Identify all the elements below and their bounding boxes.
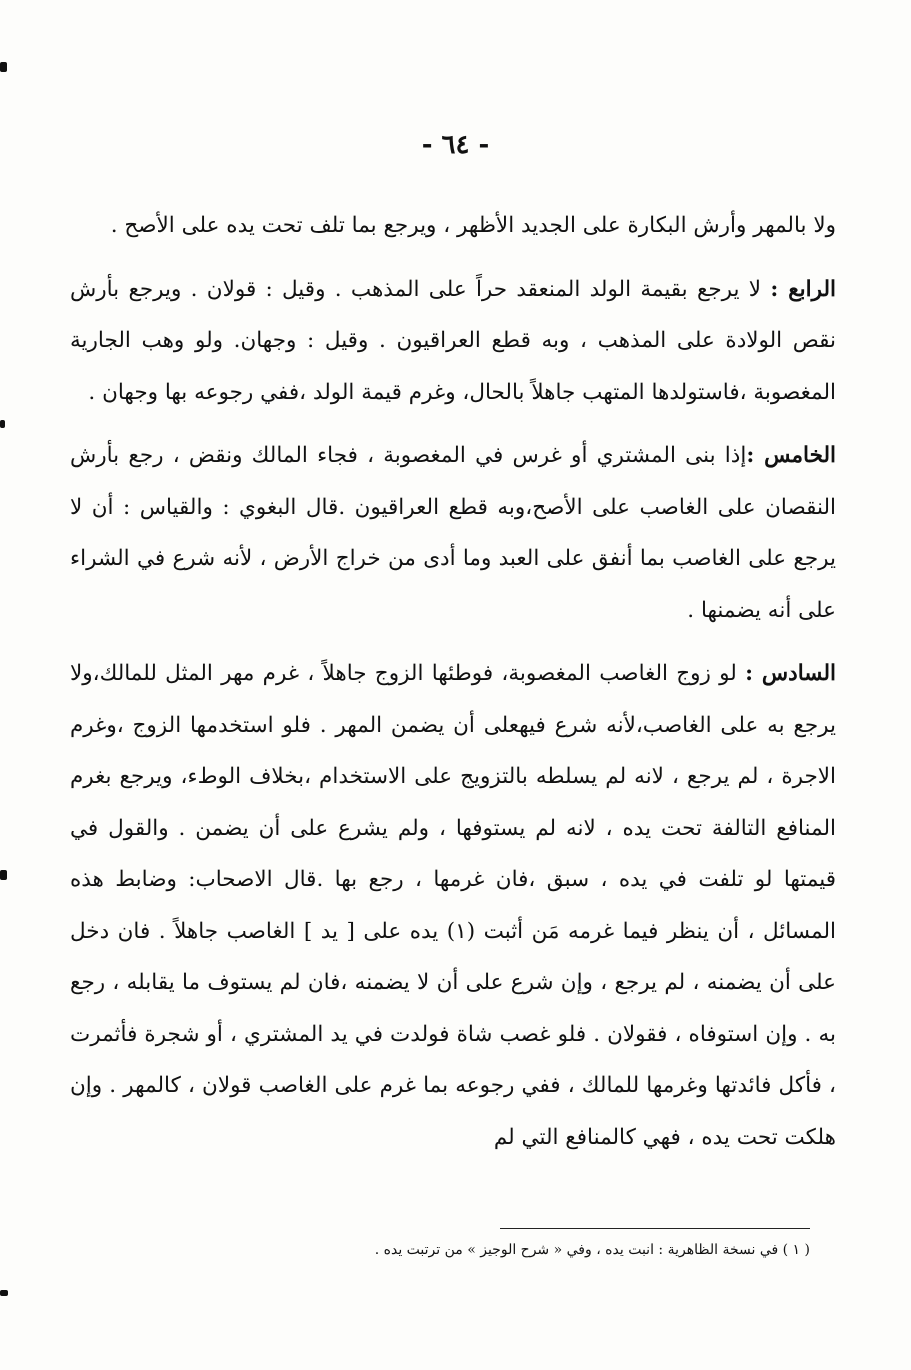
scan-edge-mark bbox=[0, 62, 7, 72]
paragraph-lead: السادس : bbox=[745, 661, 836, 686]
page-number: - ٦٤ - bbox=[421, 130, 490, 160]
paragraph-text: إذا بنى المشتري أو غرس في المغصوبة ، فجاء المالك ونقض ، رجع بأرش النقصان على الغاصب على الأصح،وبه قطع العراقيون .قال البغوي : والقياس : أن لا يرجع على الغاصب بما أنفق على العبد وما أدى من خراج الأرض ، لأنه شرع في الشراء على أنه يضمنها . bbox=[70, 443, 836, 623]
scan-edge-mark bbox=[0, 420, 5, 428]
paragraph bbox=[70, 264, 836, 419]
paragraph bbox=[70, 430, 836, 636]
scan-edge-mark bbox=[0, 1290, 8, 1296]
footnote-divider bbox=[500, 1228, 810, 1229]
paragraph-text: لا يرجع بقيمة الولد المنعقد حراً على المذهب . وقيل : قولان . ويرجع بأرش نقص الولادة على المذهب ، وبه قطع العراقيون . وقيل : وجهان. ولو وهب الجارية المغصوبة ،فاستولدها المتهب جاهلاً بالحال، وغرم قيمة الولد ،ففي رجوعه بها وجهان . bbox=[70, 276, 836, 405]
paragraph bbox=[70, 648, 836, 1163]
footnote: ( ١ ) في نسخة الظاهرية : انبت يده ، وفي « شرح الوجيز » من ترتبت يده . bbox=[374, 1242, 810, 1258]
paragraph-lead: الخامس : bbox=[746, 443, 836, 468]
scan-edge-mark bbox=[0, 870, 7, 880]
paragraph-text: ولا بالمهر وأرش البكارة على الجديد الأظهر ، ويرجع بما تلف تحت يده على الأصح . bbox=[110, 213, 836, 238]
paragraph-text: لو زوج الغاصب المغصوبة، فوطئها الزوج جاهلاً ، غرم مهر المثل للمالك،ولا يرجع به على الغاصب،لأنه شرع فيهعلى أن يضمن المهر . فلو استخدمها الزوج ،وغرم الاجرة ، لم يرجع ، لانه لم يسلطه بالتزويج على الاستخدام ،بخلاف الوطء، ويرجع بغرم المنافع التالفة تحت يده ، لانه لم يستوفها ، ولم يشرع على أن يضمن . والقول في قيمتها لو تلفت في يده ، سبق ،فان غرمها ، رجع بها .قال الاصحاب: وضابط هذه المسائل ، أن ينظر فيما غرمه مَن أثبت (١) يده على [ يد ] الغاصب جاهلاً . فان دخل على أن يضمنه ، لم يرجع ، وإن شرع على أن لا يضمنه ،فان لم يستوف ما يقابله ، رجع به . وإن استوفاه ، فقولان . فلو غصب شاة فولدت في يد المشتري ، أو شجرة فأثمرت ، فأكل فائدتها وغرمها للمالك ، ففي رجوعه بما غرم على الغاصب قولان ، كالمهر . وإن هلكت تحت يده ، فهي كالمنافع التي لم bbox=[70, 661, 836, 1150]
paragraph-lead: الرابع : bbox=[770, 276, 836, 302]
paragraph bbox=[70, 200, 836, 252]
body-text bbox=[70, 200, 836, 1175]
